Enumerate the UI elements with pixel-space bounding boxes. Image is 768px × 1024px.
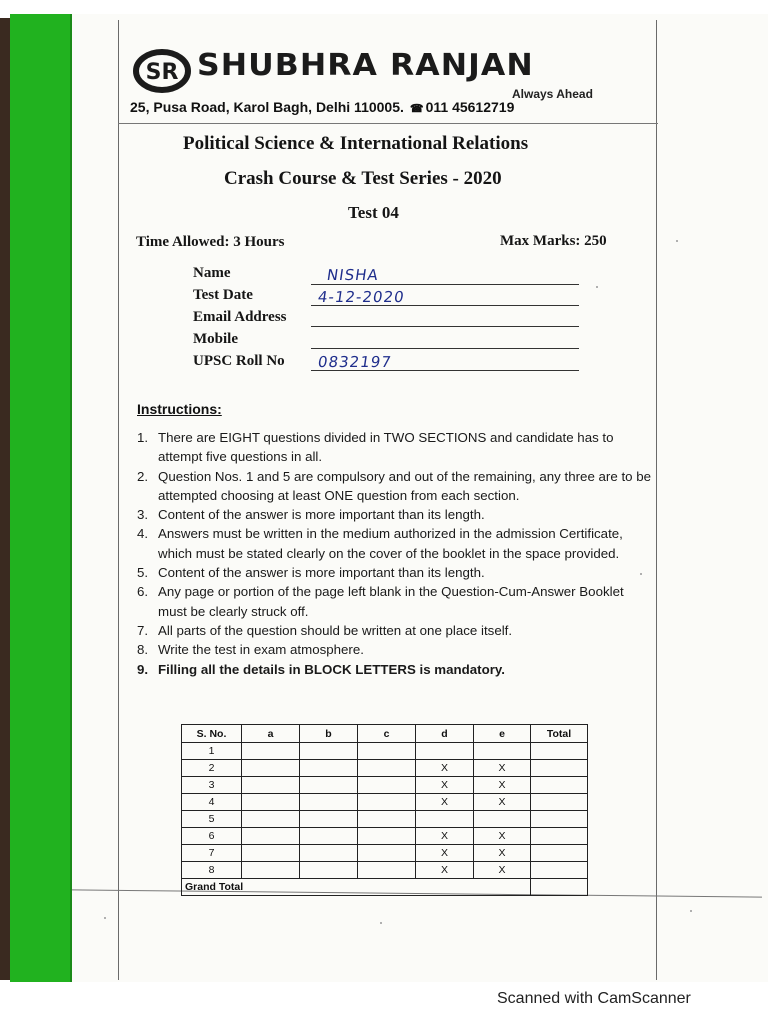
table-row: 5 bbox=[182, 811, 588, 828]
green-binding-strip bbox=[10, 14, 72, 982]
instruction-item: 3. Content of the answer is more important than its length. bbox=[137, 507, 485, 523]
binding-shadow bbox=[0, 18, 10, 980]
name-label: Name bbox=[193, 265, 231, 281]
mobile-line bbox=[311, 348, 579, 349]
brand-tagline: Always Ahead bbox=[512, 87, 593, 101]
sr-logo-icon bbox=[133, 49, 191, 93]
email-line bbox=[311, 326, 579, 327]
brand-name: SHUBHRA RANJAN bbox=[197, 48, 534, 83]
name-line bbox=[311, 284, 579, 285]
course-title: Crash Course & Test Series - 2020 bbox=[224, 168, 502, 189]
col-header-sno: S. No. bbox=[182, 725, 242, 743]
table-row: 2 X X bbox=[182, 760, 588, 777]
address-text: 25, Pusa Road, Karol Bagh, Delhi 110005. bbox=[130, 99, 404, 115]
col-header-d: d bbox=[416, 725, 474, 743]
grand-total-row bbox=[182, 879, 588, 896]
test-number: Test 04 bbox=[348, 203, 399, 222]
instructions-list bbox=[137, 428, 652, 679]
instruction-item: 4. Answers must be written in the medium authorized in the admission Certificate, which must be stated clearly on the cover of the booklet in the space provided. bbox=[137, 526, 623, 561]
instruction-item: 2. Question Nos. 1 and 5 are compulsory and out of the remaining, any three are to be attempted choosing at least ONE question from each section. bbox=[137, 468, 652, 503]
test-date-label: Test Date bbox=[193, 287, 253, 303]
table-row: 8 X X bbox=[182, 862, 588, 879]
col-header-b: b bbox=[300, 725, 358, 743]
name-value[interactable]: NISHA bbox=[325, 266, 380, 284]
camscanner-watermark: Scanned with CamScanner bbox=[497, 990, 691, 1007]
instruction-item: 6. Any page or portion of the page left blank in the Question-Cum-Answer Booklet must be clearly struck off. bbox=[137, 584, 624, 619]
mobile-label: Mobile bbox=[193, 331, 238, 347]
institute-address bbox=[130, 99, 514, 115]
phone-number: 011 45612719 bbox=[425, 99, 515, 115]
instruction-item: 5. Content of the answer is more important than its length. bbox=[137, 565, 485, 581]
max-marks: Max Marks: 250 bbox=[500, 233, 607, 249]
table-row: 4 X X bbox=[182, 794, 588, 811]
col-header-a: a bbox=[242, 725, 300, 743]
subject-title: Political Science & International Relations bbox=[183, 133, 529, 154]
col-header-total: Total bbox=[531, 725, 588, 743]
email-label: Email Address bbox=[193, 309, 287, 325]
svg-text:SR: SR bbox=[145, 60, 179, 85]
grand-total-label: Grand Total bbox=[182, 879, 531, 896]
left-margin-line bbox=[118, 20, 119, 980]
col-header-e: e bbox=[474, 725, 531, 743]
header-divider bbox=[118, 123, 658, 124]
marks-table bbox=[181, 724, 588, 896]
test-date-value[interactable]: 4-12-2020 bbox=[316, 288, 406, 306]
table-row: 6 X X bbox=[182, 828, 588, 845]
table-row: 3 X X bbox=[182, 777, 588, 794]
marks-table-header bbox=[182, 725, 588, 743]
instructions-heading: Instructions: bbox=[137, 401, 222, 417]
telephone-icon: ☎ bbox=[409, 103, 424, 115]
time-allowed: Time Allowed: 3 Hours bbox=[136, 234, 285, 250]
instruction-item-mandatory: 9. Filling all the details in BLOCK LETTERS is mandatory. bbox=[137, 661, 505, 677]
roll-no-label: UPSC Roll No bbox=[193, 353, 285, 369]
roll-no-value[interactable]: 0832197 bbox=[316, 353, 394, 371]
instruction-item: 8. Write the test in exam atmosphere. bbox=[137, 642, 364, 658]
right-margin-line bbox=[656, 20, 657, 980]
instruction-item: 1. There are EIGHT questions divided in TWO SECTIONS and candidate has to attempt five questions in all. bbox=[137, 430, 614, 465]
col-header-c: c bbox=[358, 725, 416, 743]
table-row: 7 X X bbox=[182, 845, 588, 862]
grand-total-value[interactable] bbox=[531, 879, 588, 896]
table-row: 1 bbox=[182, 743, 588, 760]
instruction-item: 7. All parts of the question should be written at one place itself. bbox=[137, 622, 513, 638]
